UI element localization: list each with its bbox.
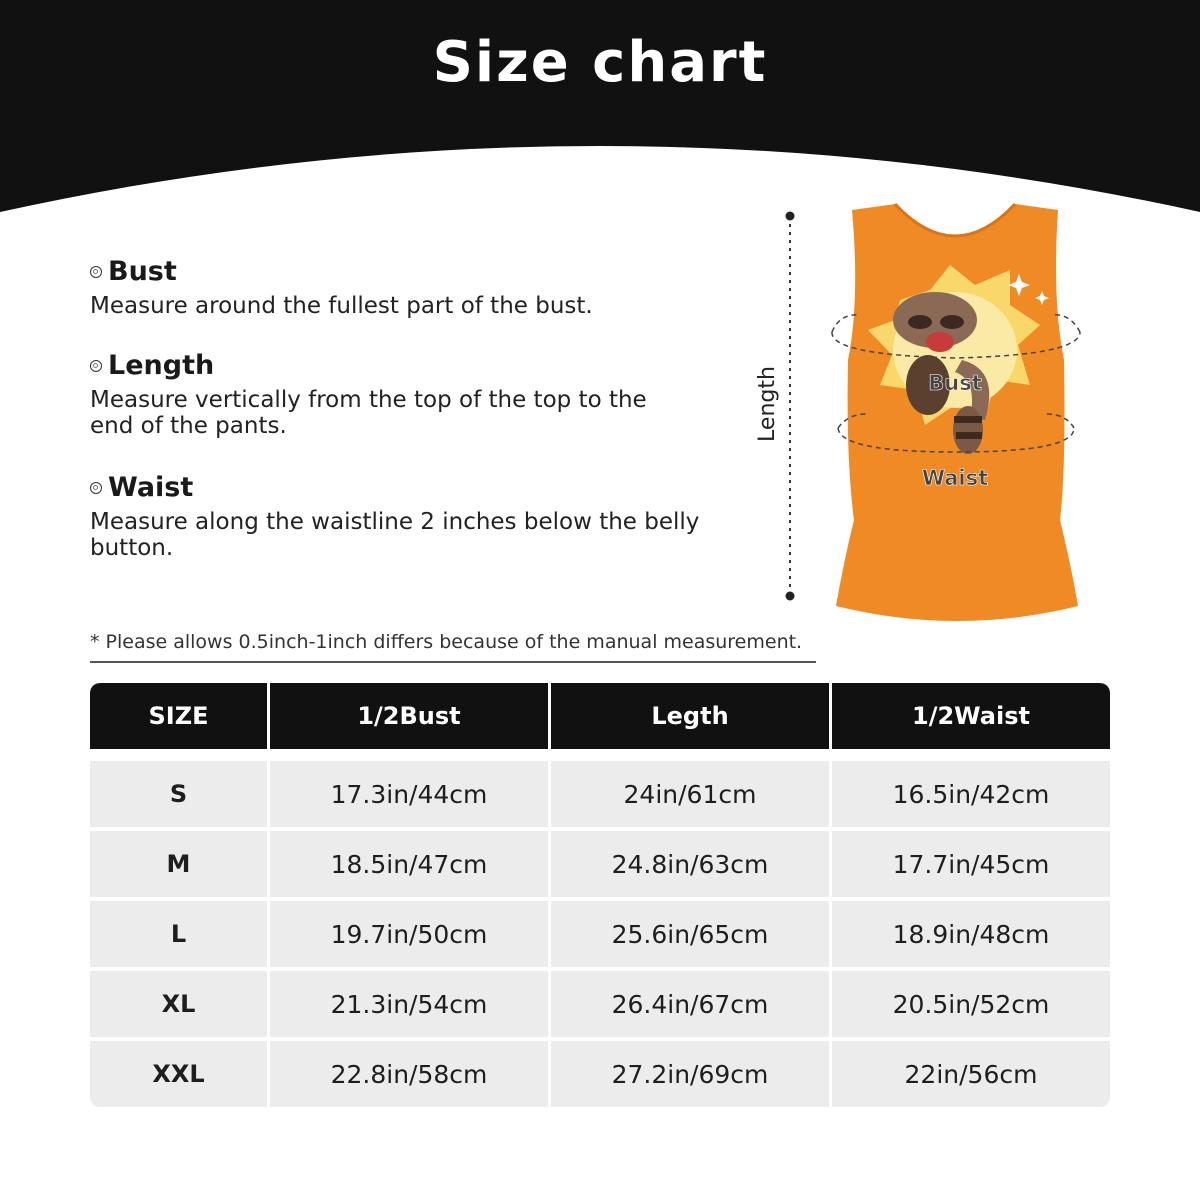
length-cell: 27.2in/69cm bbox=[551, 1041, 829, 1107]
bust-cell: 18.5in/47cm bbox=[270, 831, 548, 897]
bust-cell: 22.8in/58cm bbox=[270, 1041, 548, 1107]
waist-cell: 17.7in/45cm bbox=[832, 831, 1110, 897]
size-table bbox=[90, 683, 1110, 1107]
waist-measure bbox=[90, 472, 730, 561]
length-cell: 25.6in/65cm bbox=[551, 901, 829, 967]
size-cell: XL bbox=[90, 971, 267, 1037]
header-bust: 1/2Bust bbox=[270, 683, 548, 749]
size-cell: M bbox=[90, 831, 267, 897]
waist-title: Waist bbox=[108, 472, 194, 503]
bust-cell: 19.7in/50cm bbox=[270, 901, 548, 967]
size-cell: L bbox=[90, 901, 267, 967]
table-row bbox=[90, 971, 1110, 1037]
bust-cell: 21.3in/54cm bbox=[270, 971, 548, 1037]
tank-top-diagram bbox=[750, 200, 1110, 630]
bust-description: Measure around the fullest part of the bust. bbox=[90, 293, 593, 319]
table-row bbox=[90, 761, 1110, 827]
waist-cell: 22in/56cm bbox=[832, 1041, 1110, 1107]
length-top-dot bbox=[786, 212, 795, 221]
bust-title: Bust bbox=[108, 256, 177, 287]
bullet-circle-icon bbox=[90, 482, 102, 494]
length-measure bbox=[90, 350, 730, 439]
waist-cell: 16.5in/42cm bbox=[832, 761, 1110, 827]
bust-cell: 17.3in/44cm bbox=[270, 761, 548, 827]
size-cell: S bbox=[90, 761, 267, 827]
bust-measure bbox=[90, 256, 730, 319]
header-size: SIZE bbox=[90, 683, 267, 749]
table-row bbox=[90, 901, 1110, 967]
bust-diagram-label: Bust bbox=[928, 371, 982, 395]
size-cell: XXL bbox=[90, 1041, 267, 1107]
svg-text:Length: Length bbox=[755, 366, 780, 442]
length-bottom-dot bbox=[786, 592, 795, 601]
length-cell: 24.8in/63cm bbox=[551, 831, 829, 897]
waist-cell: 20.5in/52cm bbox=[832, 971, 1110, 1037]
bullet-circle-icon bbox=[90, 266, 102, 278]
header-waist: 1/2Waist bbox=[832, 683, 1110, 749]
tank-top-shape bbox=[836, 204, 1078, 621]
bullet-circle-icon bbox=[90, 360, 102, 372]
table-row bbox=[90, 1041, 1110, 1107]
length-title: Length bbox=[108, 350, 215, 381]
table-row bbox=[90, 831, 1110, 897]
waist-description: Measure along the waistline 2 inches below the belly button. bbox=[90, 509, 700, 561]
waist-diagram-label: Waist bbox=[921, 466, 989, 490]
table-header-row bbox=[90, 683, 1110, 749]
measurement-note: * Please allows 0.5inch-1inch differs because of the manual measurement. bbox=[90, 631, 816, 663]
page-title: Size chart bbox=[432, 30, 768, 95]
length-cell: 24in/61cm bbox=[551, 761, 829, 827]
length-cell: 26.4in/67cm bbox=[551, 971, 829, 1037]
waist-cell: 18.9in/48cm bbox=[832, 901, 1110, 967]
header-length: Legth bbox=[551, 683, 829, 749]
length-description: Measure vertically from the top of the top to the end of the pants. bbox=[90, 387, 647, 439]
